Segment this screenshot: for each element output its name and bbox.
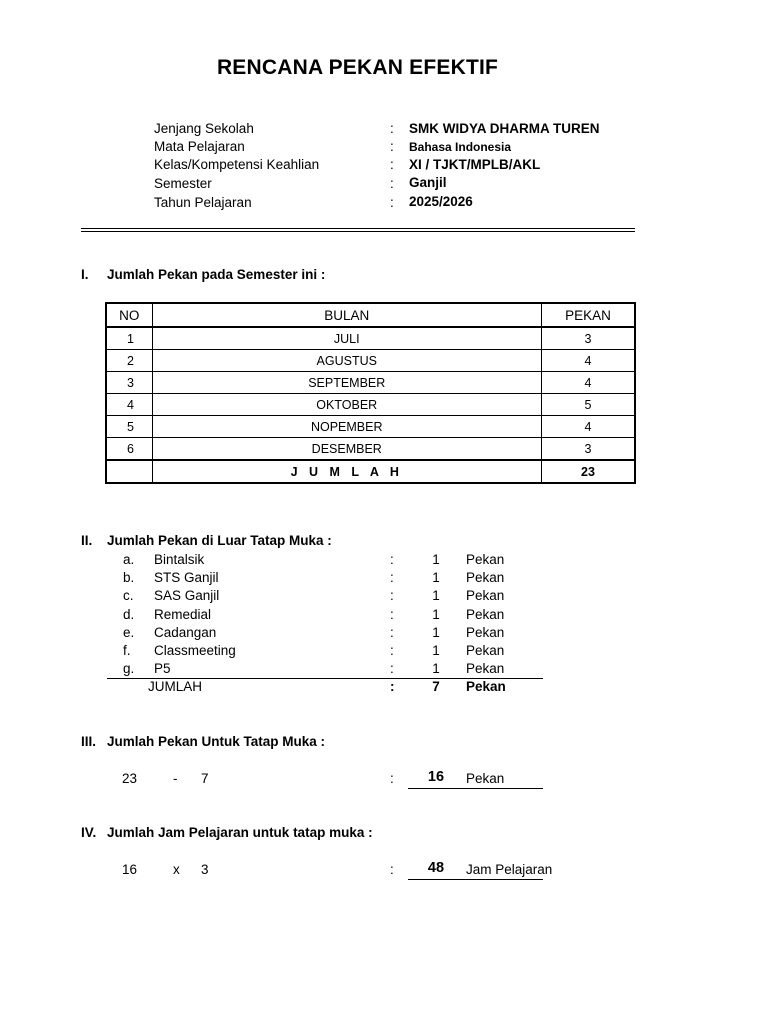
list-item-name: SAS Ganjil	[154, 588, 220, 603]
cell-bulan: SEPTEMBER	[152, 372, 542, 394]
list-item-name: Classmeeting	[154, 643, 236, 658]
calc-3-operand-b: 7	[201, 771, 209, 786]
list-item-colon: :	[390, 643, 394, 658]
list-item-unit: Pekan	[466, 607, 505, 622]
cell-no: 5	[106, 416, 152, 438]
list-item-name: Remedial	[154, 607, 212, 622]
info-colon: :	[390, 139, 394, 154]
list-item-letter: a.	[123, 552, 135, 567]
list-item-count: 1	[432, 661, 440, 676]
info-value-semester: Ganjil	[409, 175, 447, 190]
list-item-colon: :	[390, 552, 394, 567]
table-row	[106, 350, 635, 372]
calc-4-unit: Jam Pelajaran	[466, 862, 553, 877]
cell-pekan: 3	[542, 438, 636, 461]
cell-pekan: 3	[542, 327, 636, 350]
section-2-total-label: JUMLAH	[148, 679, 203, 694]
info-colon: :	[390, 176, 394, 191]
list-item-colon: :	[390, 607, 394, 622]
list-item-colon: :	[390, 570, 394, 585]
list-item-colon: :	[390, 588, 394, 603]
section-1-title: Jumlah Pekan pada Semester ini :	[107, 267, 326, 282]
list-item-count: 1	[432, 552, 440, 567]
table-total-row	[106, 460, 635, 483]
cell-pekan: 4	[542, 372, 636, 394]
calc-3-unit: Pekan	[466, 771, 505, 786]
list-item-name: Bintalsik	[154, 552, 205, 567]
list-item-count: 1	[432, 607, 440, 622]
table-row	[106, 372, 635, 394]
result-underline	[408, 788, 543, 789]
list-item-colon: :	[390, 661, 394, 676]
calc-3-result: 16	[427, 769, 445, 785]
calc-4-operand-b: 3	[201, 862, 209, 877]
section-4-title: Jumlah Jam Pelajaran untuk tatap muka :	[107, 825, 373, 840]
list-item-unit: Pekan	[466, 661, 505, 676]
list-item-count: 1	[432, 625, 440, 640]
cell-pekan: 4	[542, 416, 636, 438]
cell-no: 4	[106, 394, 152, 416]
section-2-number: II.	[81, 533, 93, 548]
list-item-name: P5	[154, 661, 171, 676]
header-pekan: PEKAN	[542, 303, 636, 327]
info-label-tahun: Tahun Pelajaran	[154, 195, 252, 210]
section-2-title: Jumlah Pekan di Luar Tatap Muka :	[107, 533, 332, 548]
cell-no: 1	[106, 327, 152, 350]
section-1-number: I.	[81, 267, 89, 282]
table-row	[106, 327, 635, 350]
info-label-semester: Semester	[154, 176, 212, 191]
table-row	[106, 438, 635, 461]
table-row	[106, 416, 635, 438]
info-colon: :	[390, 195, 394, 210]
cell-no: 2	[106, 350, 152, 372]
info-colon: :	[390, 121, 394, 136]
list-item-letter: f.	[123, 643, 131, 658]
section-3-number: III.	[81, 734, 97, 749]
list-item-letter: e.	[123, 625, 135, 640]
list-item-count: 1	[432, 570, 440, 585]
section-2-total-colon: :	[390, 679, 395, 694]
calc-3-colon: :	[390, 771, 394, 786]
calc-4-operand-a: 16	[122, 862, 138, 877]
header-no: NO	[106, 303, 152, 327]
list-item-unit: Pekan	[466, 588, 505, 603]
list-item-letter: b.	[123, 570, 135, 585]
list-item-letter: d.	[123, 607, 135, 622]
cell-bulan: NOPEMBER	[152, 416, 542, 438]
cell-bulan: JULI	[152, 327, 542, 350]
calc-4-result: 48	[427, 860, 445, 876]
info-label-mapel: Mata Pelajaran	[154, 139, 245, 154]
list-item-name: STS Ganjil	[154, 570, 219, 585]
cell-no: 3	[106, 372, 152, 394]
cell-pekan: 4	[542, 350, 636, 372]
cell-bulan: OKTOBER	[152, 394, 542, 416]
list-item-letter: g.	[123, 661, 135, 676]
header-bulan: BULAN	[152, 303, 542, 327]
double-divider	[81, 228, 635, 232]
total-value: 23	[542, 460, 636, 483]
page-title: RENCANA PEKAN EFEKTIF	[216, 56, 499, 79]
info-value-kelas: XI / TJKT/MPLB/AKL	[409, 157, 541, 172]
info-colon: :	[390, 157, 394, 172]
info-label-kelas: Kelas/Kompetensi Keahlian	[154, 157, 320, 172]
section-3-title: Jumlah Pekan Untuk Tatap Muka :	[107, 734, 326, 749]
total-label: J U M L A H	[152, 460, 542, 483]
list-item-letter: c.	[123, 588, 134, 603]
table-header-row	[106, 303, 635, 327]
calc-4-colon: :	[390, 862, 394, 877]
section-2-total-unit: Pekan	[466, 679, 506, 694]
list-item-count: 1	[432, 588, 440, 603]
calc-3-operator: -	[173, 771, 178, 786]
info-value-mapel: Bahasa Indonesia	[409, 140, 512, 154]
table-row	[106, 394, 635, 416]
calc-3-operand-a: 23	[122, 771, 138, 786]
list-item-unit: Pekan	[466, 625, 505, 640]
section-4-number: IV.	[81, 825, 97, 840]
info-value-tahun: 2025/2026	[409, 194, 473, 209]
months-table	[105, 302, 636, 484]
cell-bulan: AGUSTUS	[152, 350, 542, 372]
list-item-unit: Pekan	[466, 570, 505, 585]
cell-pekan: 5	[542, 394, 636, 416]
cell-no: 6	[106, 438, 152, 461]
calc-4-operator: x	[173, 862, 180, 877]
cell-bulan: DESEMBER	[152, 438, 542, 461]
cell-empty	[106, 460, 152, 483]
list-item-name: Cadangan	[154, 625, 217, 640]
info-value-jenjang: SMK WIDYA DHARMA TUREN	[409, 121, 600, 136]
section-2-total-value: 7	[432, 679, 440, 694]
list-item-count: 1	[432, 643, 440, 658]
list-item-unit: Pekan	[466, 643, 505, 658]
result-underline	[408, 879, 543, 880]
info-label-jenjang: Jenjang Sekolah	[154, 121, 254, 136]
list-item-unit: Pekan	[466, 552, 505, 567]
list-item-colon: :	[390, 625, 394, 640]
